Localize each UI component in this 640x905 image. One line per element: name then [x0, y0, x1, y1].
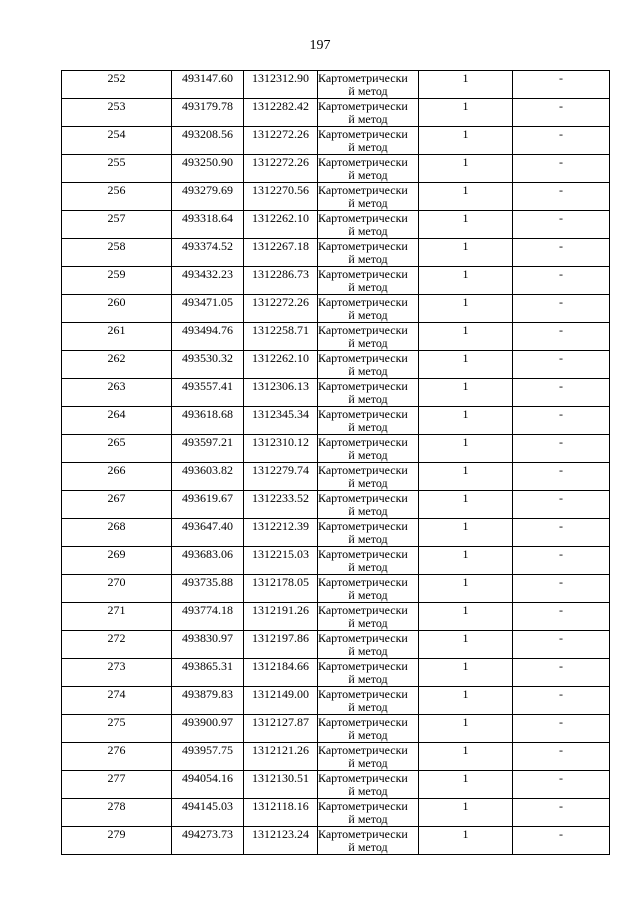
method-line-2: й метод [348, 252, 388, 266]
method-line-1: Картометрически [318, 687, 408, 701]
method-line-1: Картометрически [318, 407, 408, 421]
table-row [62, 575, 610, 603]
y-coordinate-cell: 1312286.73 [244, 267, 318, 295]
table-row [62, 799, 610, 827]
method-cell [318, 687, 419, 715]
y-coordinate-cell: 1312121.26 [244, 743, 318, 771]
point-number-cell: 264 [62, 407, 172, 435]
accuracy-cell: 1 [419, 519, 513, 547]
x-coordinate-cell: 493619.67 [172, 491, 244, 519]
method-line-2: й метод [348, 84, 388, 98]
point-number-cell: 274 [62, 687, 172, 715]
point-number-cell: 279 [62, 827, 172, 855]
method-line-2: й метод [348, 224, 388, 238]
point-number-cell: 263 [62, 379, 172, 407]
point-number-cell: 271 [62, 603, 172, 631]
accuracy-cell: 1 [419, 603, 513, 631]
note-cell: - [513, 435, 610, 463]
method-line-2: й метод [348, 308, 388, 322]
note-cell: - [513, 351, 610, 379]
coordinates-table-body [62, 71, 610, 855]
x-coordinate-cell: 493179.78 [172, 99, 244, 127]
point-number-cell: 273 [62, 659, 172, 687]
y-coordinate-cell: 1312197.86 [244, 631, 318, 659]
accuracy-cell: 1 [419, 631, 513, 659]
note-cell: - [513, 267, 610, 295]
accuracy-cell: 1 [419, 659, 513, 687]
note-cell: - [513, 407, 610, 435]
method-line-2: й метод [348, 812, 388, 826]
x-coordinate-cell: 493683.06 [172, 547, 244, 575]
y-coordinate-cell: 1312191.26 [244, 603, 318, 631]
accuracy-cell: 1 [419, 435, 513, 463]
point-number-cell: 256 [62, 183, 172, 211]
method-cell [318, 407, 419, 435]
y-coordinate-cell: 1312258.71 [244, 323, 318, 351]
y-coordinate-cell: 1312262.10 [244, 211, 318, 239]
method-line-2: й метод [348, 616, 388, 630]
y-coordinate-cell: 1312149.00 [244, 687, 318, 715]
y-coordinate-cell: 1312127.87 [244, 715, 318, 743]
note-cell: - [513, 463, 610, 491]
method-line-1: Картометрически [318, 519, 408, 533]
note-cell: - [513, 603, 610, 631]
method-line-2: й метод [348, 840, 388, 854]
accuracy-cell: 1 [419, 239, 513, 267]
point-number-cell: 269 [62, 547, 172, 575]
table-row [62, 183, 610, 211]
method-cell [318, 771, 419, 799]
note-cell: - [513, 771, 610, 799]
method-line-1: Картометрически [318, 743, 408, 757]
y-coordinate-cell: 1312312.90 [244, 71, 318, 99]
x-coordinate-cell: 493957.75 [172, 743, 244, 771]
method-line-2: й метод [348, 280, 388, 294]
x-coordinate-cell: 493647.40 [172, 519, 244, 547]
table-row [62, 547, 610, 575]
accuracy-cell: 1 [419, 99, 513, 127]
x-coordinate-cell: 493279.69 [172, 183, 244, 211]
accuracy-cell: 1 [419, 155, 513, 183]
point-number-cell: 277 [62, 771, 172, 799]
table-row [62, 239, 610, 267]
y-coordinate-cell: 1312345.34 [244, 407, 318, 435]
y-coordinate-cell: 1312272.26 [244, 295, 318, 323]
x-coordinate-cell: 493147.60 [172, 71, 244, 99]
x-coordinate-cell: 493603.82 [172, 463, 244, 491]
method-line-2: й метод [348, 728, 388, 742]
point-number-cell: 272 [62, 631, 172, 659]
table-row [62, 771, 610, 799]
note-cell: - [513, 155, 610, 183]
method-line-1: Картометрически [318, 799, 408, 813]
table-row [62, 71, 610, 99]
x-coordinate-cell: 493774.18 [172, 603, 244, 631]
method-cell [318, 603, 419, 631]
method-cell [318, 435, 419, 463]
point-number-cell: 267 [62, 491, 172, 519]
point-number-cell: 265 [62, 435, 172, 463]
method-line-2: й метод [348, 168, 388, 182]
method-line-1: Картометрически [318, 491, 408, 505]
x-coordinate-cell: 493735.88 [172, 575, 244, 603]
point-number-cell: 255 [62, 155, 172, 183]
method-cell [318, 239, 419, 267]
method-line-2: й метод [348, 700, 388, 714]
method-line-1: Картометрически [318, 99, 408, 113]
y-coordinate-cell: 1312270.56 [244, 183, 318, 211]
x-coordinate-cell: 493530.32 [172, 351, 244, 379]
method-line-1: Картометрически [318, 435, 408, 449]
page-number: 197 [309, 38, 331, 53]
method-cell [318, 211, 419, 239]
method-line-1: Картометрически [318, 295, 408, 309]
note-cell: - [513, 687, 610, 715]
method-cell [318, 127, 419, 155]
x-coordinate-cell: 493208.56 [172, 127, 244, 155]
accuracy-cell: 1 [419, 547, 513, 575]
point-number-cell: 270 [62, 575, 172, 603]
method-cell [318, 155, 419, 183]
method-line-1: Картометрически [318, 771, 408, 785]
accuracy-cell: 1 [419, 71, 513, 99]
y-coordinate-cell: 1312123.24 [244, 827, 318, 855]
note-cell: - [513, 799, 610, 827]
point-number-cell: 276 [62, 743, 172, 771]
table-row [62, 127, 610, 155]
table-row [62, 351, 610, 379]
method-line-1: Картометрически [318, 323, 408, 337]
method-cell [318, 575, 419, 603]
table-row [62, 743, 610, 771]
accuracy-cell: 1 [419, 463, 513, 491]
x-coordinate-cell: 493374.52 [172, 239, 244, 267]
method-line-1: Картометрически [318, 127, 408, 141]
point-number-cell: 254 [62, 127, 172, 155]
method-cell [318, 743, 419, 771]
accuracy-cell: 1 [419, 491, 513, 519]
method-cell [318, 323, 419, 351]
method-line-2: й метод [348, 420, 388, 434]
y-coordinate-cell: 1312130.51 [244, 771, 318, 799]
method-cell [318, 71, 419, 99]
method-line-2: й метод [348, 784, 388, 798]
accuracy-cell: 1 [419, 771, 513, 799]
note-cell: - [513, 827, 610, 855]
table-row [62, 687, 610, 715]
method-line-1: Картометрически [318, 659, 408, 673]
method-line-1: Картометрически [318, 239, 408, 253]
y-coordinate-cell: 1312233.52 [244, 491, 318, 519]
method-line-1: Картометрически [318, 71, 408, 85]
method-line-2: й метод [348, 112, 388, 126]
accuracy-cell: 1 [419, 407, 513, 435]
method-line-2: й метод [348, 392, 388, 406]
point-number-cell: 262 [62, 351, 172, 379]
x-coordinate-cell: 494145.03 [172, 799, 244, 827]
table-row [62, 491, 610, 519]
accuracy-cell: 1 [419, 183, 513, 211]
y-coordinate-cell: 1312282.42 [244, 99, 318, 127]
note-cell: - [513, 575, 610, 603]
table-row [62, 715, 610, 743]
method-cell [318, 715, 419, 743]
method-cell [318, 547, 419, 575]
accuracy-cell: 1 [419, 211, 513, 239]
method-line-1: Картометрически [318, 183, 408, 197]
y-coordinate-cell: 1312212.39 [244, 519, 318, 547]
x-coordinate-cell: 493597.21 [172, 435, 244, 463]
x-coordinate-cell: 493830.97 [172, 631, 244, 659]
x-coordinate-cell: 493618.68 [172, 407, 244, 435]
x-coordinate-cell: 493865.31 [172, 659, 244, 687]
method-line-2: й метод [348, 644, 388, 658]
accuracy-cell: 1 [419, 743, 513, 771]
method-cell [318, 827, 419, 855]
table-row [62, 519, 610, 547]
point-number-cell: 260 [62, 295, 172, 323]
note-cell: - [513, 183, 610, 211]
x-coordinate-cell: 493494.76 [172, 323, 244, 351]
point-number-cell: 252 [62, 71, 172, 99]
x-coordinate-cell: 494054.16 [172, 771, 244, 799]
method-line-1: Картометрически [318, 547, 408, 561]
x-coordinate-cell: 493250.90 [172, 155, 244, 183]
point-number-cell: 258 [62, 239, 172, 267]
table-row [62, 267, 610, 295]
method-line-1: Картометрически [318, 827, 408, 841]
method-line-2: й метод [348, 196, 388, 210]
note-cell: - [513, 743, 610, 771]
point-number-cell: 266 [62, 463, 172, 491]
method-cell [318, 659, 419, 687]
method-cell [318, 379, 419, 407]
y-coordinate-cell: 1312267.18 [244, 239, 318, 267]
accuracy-cell: 1 [419, 127, 513, 155]
table-row [62, 463, 610, 491]
method-line-1: Картометрически [318, 603, 408, 617]
method-cell [318, 491, 419, 519]
method-line-2: й метод [348, 588, 388, 602]
x-coordinate-cell: 493318.64 [172, 211, 244, 239]
method-cell [318, 631, 419, 659]
method-cell [318, 463, 419, 491]
note-cell: - [513, 631, 610, 659]
method-cell [318, 799, 419, 827]
method-line-1: Картометрически [318, 267, 408, 281]
y-coordinate-cell: 1312279.74 [244, 463, 318, 491]
y-coordinate-cell: 1312306.13 [244, 379, 318, 407]
accuracy-cell: 1 [419, 267, 513, 295]
x-coordinate-cell: 494273.73 [172, 827, 244, 855]
table-row [62, 323, 610, 351]
point-number-cell: 253 [62, 99, 172, 127]
y-coordinate-cell: 1312118.16 [244, 799, 318, 827]
method-line-1: Картометрически [318, 631, 408, 645]
method-line-1: Картометрически [318, 379, 408, 393]
note-cell: - [513, 99, 610, 127]
method-line-2: й метод [348, 672, 388, 686]
x-coordinate-cell: 493432.23 [172, 267, 244, 295]
x-coordinate-cell: 493471.05 [172, 295, 244, 323]
x-coordinate-cell: 493557.41 [172, 379, 244, 407]
table-row [62, 295, 610, 323]
method-cell [318, 295, 419, 323]
point-number-cell: 261 [62, 323, 172, 351]
point-number-cell: 278 [62, 799, 172, 827]
table-row [62, 211, 610, 239]
note-cell: - [513, 379, 610, 407]
method-line-2: й метод [348, 448, 388, 462]
table-row [62, 155, 610, 183]
note-cell: - [513, 323, 610, 351]
method-line-1: Картометрически [318, 211, 408, 225]
coordinates-table [61, 70, 610, 855]
method-cell [318, 183, 419, 211]
x-coordinate-cell: 493900.97 [172, 715, 244, 743]
method-line-2: й метод [348, 756, 388, 770]
method-line-1: Картометрически [318, 351, 408, 365]
note-cell: - [513, 127, 610, 155]
accuracy-cell: 1 [419, 295, 513, 323]
table-row [62, 631, 610, 659]
point-number-cell: 257 [62, 211, 172, 239]
x-coordinate-cell: 493879.83 [172, 687, 244, 715]
y-coordinate-cell: 1312272.26 [244, 155, 318, 183]
note-cell: - [513, 519, 610, 547]
method-line-2: й метод [348, 476, 388, 490]
note-cell: - [513, 295, 610, 323]
y-coordinate-cell: 1312272.26 [244, 127, 318, 155]
method-line-2: й метод [348, 560, 388, 574]
y-coordinate-cell: 1312184.66 [244, 659, 318, 687]
method-line-2: й метод [348, 532, 388, 546]
note-cell: - [513, 491, 610, 519]
accuracy-cell: 1 [419, 379, 513, 407]
method-line-1: Картометрически [318, 715, 408, 729]
accuracy-cell: 1 [419, 715, 513, 743]
accuracy-cell: 1 [419, 687, 513, 715]
y-coordinate-cell: 1312215.03 [244, 547, 318, 575]
table-row [62, 659, 610, 687]
method-line-2: й метод [348, 504, 388, 518]
table-row [62, 379, 610, 407]
method-line-1: Картометрически [318, 575, 408, 589]
method-cell [318, 267, 419, 295]
note-cell: - [513, 211, 610, 239]
method-cell [318, 351, 419, 379]
point-number-cell: 275 [62, 715, 172, 743]
note-cell: - [513, 71, 610, 99]
method-line-2: й метод [348, 140, 388, 154]
method-line-2: й метод [348, 336, 388, 350]
note-cell: - [513, 239, 610, 267]
note-cell: - [513, 659, 610, 687]
y-coordinate-cell: 1312262.10 [244, 351, 318, 379]
y-coordinate-cell: 1312178.05 [244, 575, 318, 603]
point-number-cell: 259 [62, 267, 172, 295]
table-row [62, 827, 610, 855]
table-row [62, 99, 610, 127]
method-cell [318, 99, 419, 127]
accuracy-cell: 1 [419, 351, 513, 379]
note-cell: - [513, 715, 610, 743]
note-cell: - [513, 547, 610, 575]
table-row [62, 407, 610, 435]
accuracy-cell: 1 [419, 575, 513, 603]
accuracy-cell: 1 [419, 799, 513, 827]
method-line-1: Картометрически [318, 463, 408, 477]
method-cell [318, 519, 419, 547]
accuracy-cell: 1 [419, 827, 513, 855]
table-row [62, 435, 610, 463]
table-row [62, 603, 610, 631]
y-coordinate-cell: 1312310.12 [244, 435, 318, 463]
method-line-2: й метод [348, 364, 388, 378]
method-line-1: Картометрически [318, 155, 408, 169]
point-number-cell: 268 [62, 519, 172, 547]
accuracy-cell: 1 [419, 323, 513, 351]
